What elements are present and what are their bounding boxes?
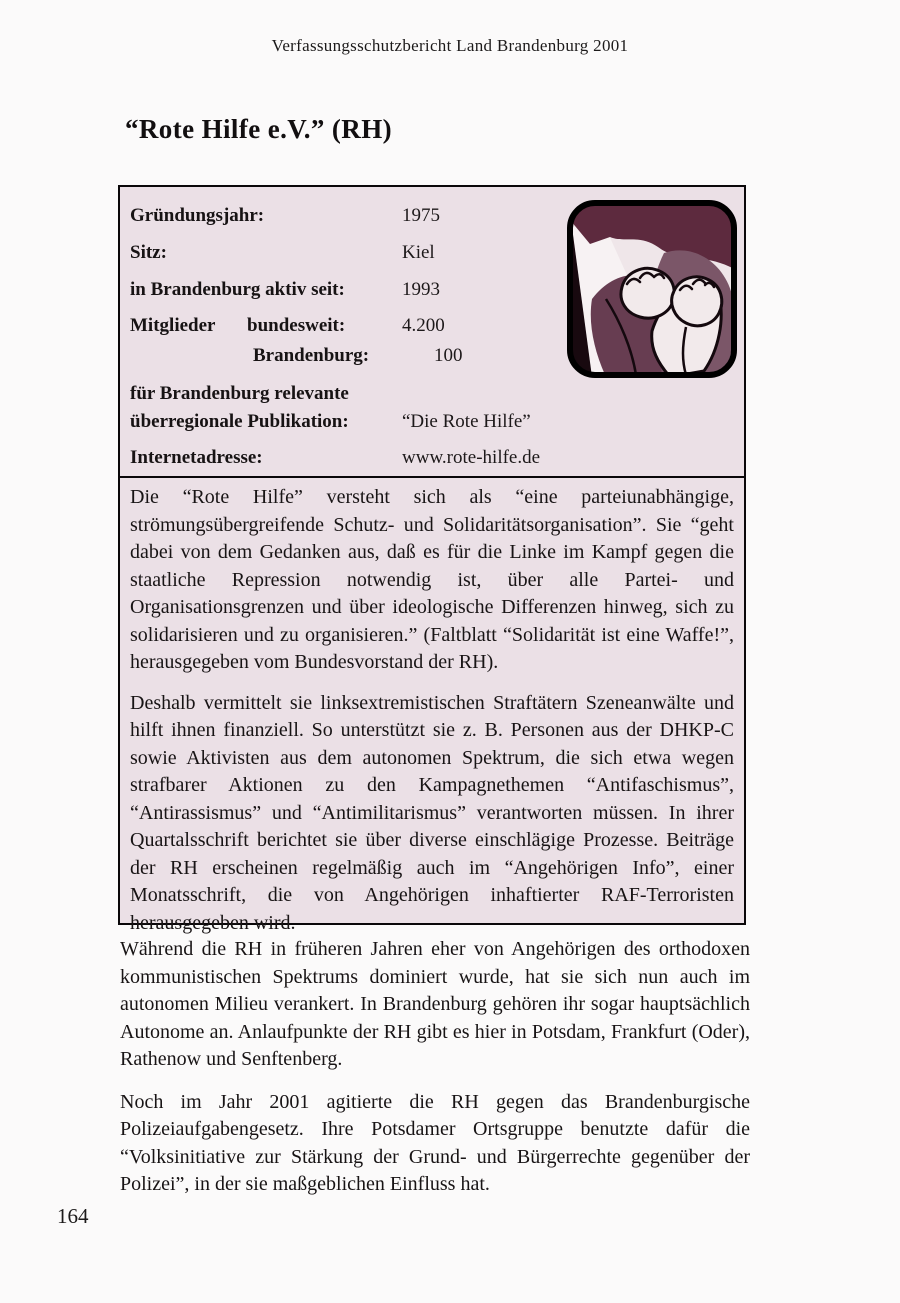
members-nationwide-value: 4.200 [402,315,445,336]
internet-address-label: Internetadresse: [130,447,263,468]
seat-value: Kiel [402,242,435,263]
internet-address-value: www.rote-hilfe.de [402,447,541,468]
page-title: “Rote Hilfe e.V.” (RH) [125,114,392,144]
publication-label-line2: überregionale Publikation: [130,411,349,432]
body-paragraph-2: Noch im Jahr 2001 agitierte die RH gegen das Brandenburgische Polizeiaufgabengesetz. Ihre Potsdamer Ortsgruppe benutzte dafür die “Volksinitiative zur Stärkung der Grund- und Bürgerrechte gegenüber der Polizei”, in der sie maßgeblichen Einfluss hat. [120,1090,750,1195]
description-box [118,476,746,934]
fact-box [118,185,746,478]
founding-year-value: 1975 [402,205,440,226]
crossed-fists-illustration-icon [566,199,738,379]
page-number: 164 [57,1204,89,1228]
running-header: Verfassungsschutzbericht Land Brandenburg 2001 [271,36,629,55]
members-brandenburg-value: 100 [434,345,463,366]
active-since-value: 1993 [402,279,440,300]
publication-label-line1: für Brandenburg relevante [130,383,349,404]
description-paragraph-1: Die “Rote Hilfe” versteht sich als “eine parteiunabhängige, strömungsübergreifende Schutz- und Solidaritätsorganisation”. Sie “geht dabei von dem Gedanken aus, daß es für die Linke im Kampf gegen die staatliche Repression notwendig ist, über alle Partei- und Organisationsgrenzen und über ideologische Differenzen hinweg, sich zu solidarisieren und zu organisieren.” (Faltblatt “Solidarität ist eine Waffe!”, herausgegeben vom Bundesvorstand der RH). [130,486,734,673]
publication-value: “Die Rote Hilfe” [402,411,531,432]
members-label: Mitglieder [130,315,216,336]
body-paragraph-1: Während die RH in früheren Jahren eher von Angehörigen des orthodoxen kommunistischen Spektrums dominiert wurde, hat sie sich nun auch im autonomen Milieu verankert. In Brandenburg gehören ihr sogar hauptsächlich Autonome an. Anlaufpunkte der RH gibt es hier in Potsdam, Frankfurt (Oder), Rathenow und Senftenberg. [120,938,750,1070]
seat-label: Sitz: [130,242,167,263]
body-text [120,936,750,1214]
description-paragraph-2: Deshalb vermittelt sie linksextremistischen Straftätern Szeneanwälte und hilft ihnen finanziell. So unterstützt sie z. B. Personen aus der DHKP-C sowie Aktivisten aus dem autonomen Spektrum, die sich etwa wegen strafbarer Aktionen zu den Kampagnethemen “Antifaschismus”, “Antirassismus” und “Antimilitarismus” verantworten müssen. In ihrer Quartalsschrift berichtet sie über diverse einschlägige Prozesse. Beiträge der RH erscheinen regelmäßig auch im “Angehörigen Info”, einer Monatsschrift, die von Angehörigen inhaftierter RAF-Terroristen herausgegeben wird. [130,691,734,934]
members-brandenburg-label: Brandenburg: [253,345,370,366]
active-since-label: in Brandenburg aktiv seit: [130,279,345,300]
founding-year-label: Gründungsjahr: [130,205,265,226]
crossed-fists-icon [566,199,738,379]
members-nationwide-label: bundesweit: [247,315,346,336]
